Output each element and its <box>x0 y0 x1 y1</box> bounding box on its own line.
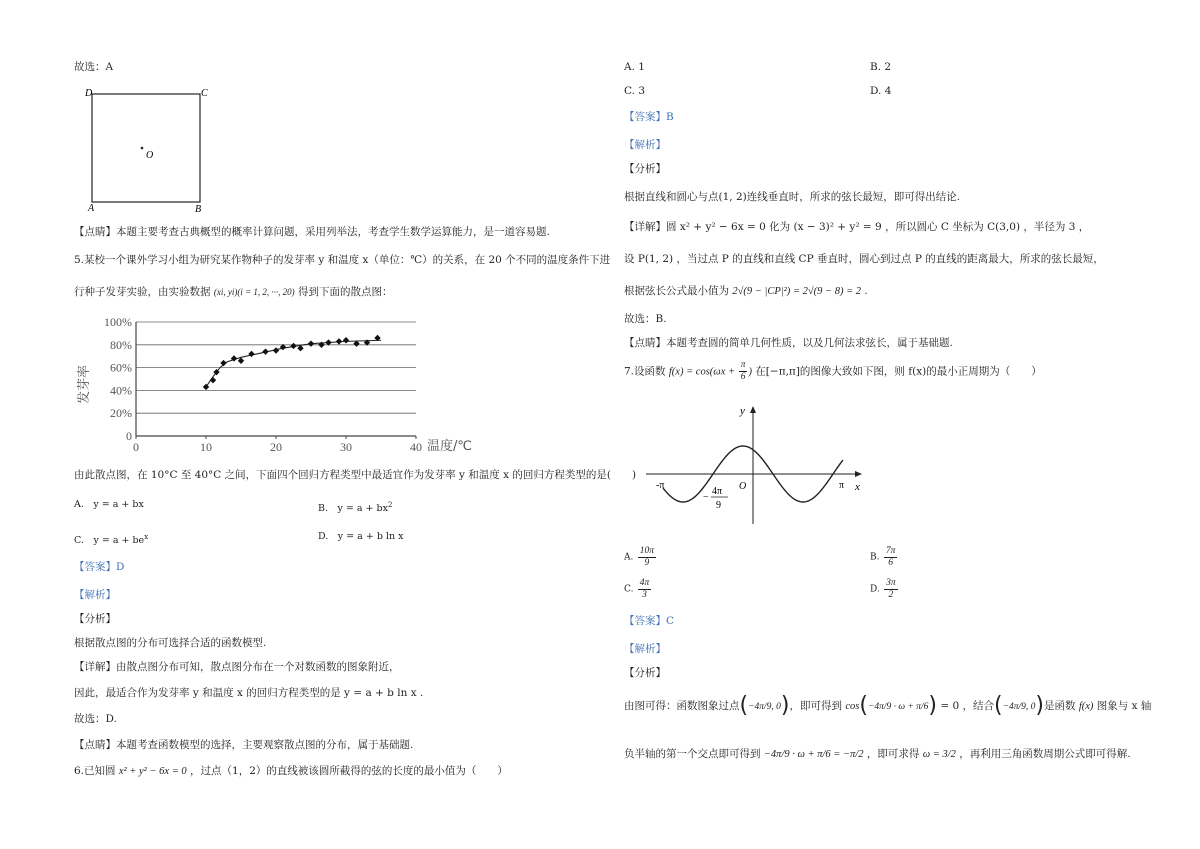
q6-option-b[interactable]: B. 2 <box>870 61 892 73</box>
q7-analysis-line2 <box>624 742 1131 767</box>
scatter-point <box>203 384 209 390</box>
q7-option-c-frac <box>638 578 652 601</box>
q7-analysis1-a: 由图可得：函数图象过点 <box>624 700 740 712</box>
q5-option-a[interactable]: A. y = a + bx <box>74 499 144 510</box>
q7-analysis2-b: ，即可求得 <box>866 748 920 760</box>
q5-line2-a: 行种子发芽实验，由实验数据 <box>74 286 211 298</box>
q6-note: 【点睛】本题考查圆的简单几何性质，以及几何法求弦长，属于基础题. <box>624 337 953 349</box>
q5-option-b-sup: 2 <box>387 501 393 509</box>
graph-frac-den: 9 <box>716 500 721 511</box>
q7-option-a[interactable] <box>624 546 657 574</box>
q7-option-d-den: 2 <box>888 590 894 600</box>
graph-frac-num: 4π <box>712 486 723 497</box>
q7-func-frac-den: 6 <box>740 372 746 382</box>
q5-option-b-text: B. y = a + bx <box>318 503 388 515</box>
q5-line3: 由此散点图，在 10°C 至 40°C 之间，下面四个回归方程类型中最适宜作为发芽率 y 和温度 x 的回归方程类型的是( ) <box>74 469 637 481</box>
q7-option-a-den: 9 <box>644 558 650 568</box>
scatter-point <box>262 348 268 354</box>
square-label-d: D <box>85 88 93 99</box>
q5-option-c-text: C. y = a + be <box>74 535 145 547</box>
q7-option-d-frac <box>884 578 898 601</box>
q7-analysis1-c: = 0 ，结合 <box>940 700 994 712</box>
note-q4: 【点睛】本题主要考查古典概型的概率计算问题，采用列举法，考查学生数学运算能力，是一道容易题. <box>74 226 550 238</box>
q7-func-frac-num: π <box>740 360 746 370</box>
q5-line1: 5.某校一个课外学习小组为研究某作物种子的发芽率 y 和温度 x（单位：℃）的关系，在 20 个不同的温度条件下进 <box>74 254 611 266</box>
scatter-point <box>308 340 314 346</box>
q7-option-b-frac <box>884 546 898 569</box>
q7-option-c[interactable] <box>624 578 652 606</box>
q5-option-c-sup: x <box>144 533 149 541</box>
q7-analysis2-a: 负半轴的第一个交点即可得到 <box>624 748 761 760</box>
q7-option-b-num: 7π <box>885 546 896 556</box>
q6-detail3-end: . <box>864 285 868 297</box>
q7-analysis2-expr: −4π/9 · ω + π/6 = −π/2 <box>763 749 864 760</box>
scatter-point <box>248 351 254 357</box>
q7-option-a-frac <box>638 546 656 569</box>
q5-therefore: 因此，最适合作为发芽率 y 和温度 x 的回归方程类型的是 y = a + b ln x . <box>74 687 424 699</box>
q5-answer: 【答案】D <box>74 561 125 573</box>
q7-answer: 【答案】C <box>624 615 675 627</box>
q6-option-d[interactable]: D. 4 <box>870 85 892 97</box>
q5-choose: 故选：D. <box>74 713 117 725</box>
scatter-point <box>336 338 342 344</box>
q7-func-close: ) <box>748 366 752 378</box>
q5-data-notation: (xi, yi)(i = 1, 2, ···, 20) <box>213 287 295 297</box>
q5-option-b[interactable] <box>318 498 392 516</box>
x-tick-label: 0 <box>133 440 139 454</box>
cosine-graph <box>640 400 870 530</box>
y-tick-label: 0 <box>126 429 132 443</box>
q7-analysis2-c: ，再利用三角函数周期公式即可得解. <box>959 748 1131 760</box>
square-label-a: A <box>88 203 95 214</box>
q5-fenxi: 根据散点图的分布可选择合适的函数模型. <box>74 637 267 649</box>
square-label-b: B <box>195 204 202 214</box>
q6-prefix: 6.已知圆 <box>74 765 116 777</box>
graph-axis-x: x <box>855 481 860 493</box>
q7-option-a-label: A. <box>624 552 634 563</box>
q7-analysis1-fx: f(x) <box>1078 701 1094 712</box>
q6-detail: 【详解】圆 x² + y² − 6x = 0 化为 (x − 3)² + y² = 9 ，所以圆心 C 坐标为 C(3,0) ，半径为 3 ， <box>624 221 1090 233</box>
scatter-xlabel: 温度/℃ <box>427 439 472 454</box>
q6-detail2: 设 P(1, 2) ，当过点 P 的直线和直线 CP 垂直时，圆心到过点 P 的直线的距离最大，所求的弦长最短， <box>624 253 1104 265</box>
q6-detail3-prefix: 根据弦长公式最小值为 <box>624 285 729 297</box>
square-figure <box>80 84 220 214</box>
q5-note: 【点睛】本题考查函数模型的选择，主要观察散点图的分布，属于基础题. <box>74 739 414 751</box>
q5-jiexi: 【解析】 <box>74 589 116 601</box>
q6-suffix: ，过点（1，2）的直线被该圆所截得的弦的长度的最小值为（ ） <box>190 765 508 777</box>
q7-analysis-line1: 由图可得：函数图象过点(−4π/9, 0)，即可得到 cos(−4π/9 · ω + π/6) = 0 ，结合(−4π/9, 0)是函数 f(x) 图象与 x 轴 <box>624 693 1152 718</box>
q7-analysis2-omega: ω = 3/2 <box>922 749 956 760</box>
q6-option-a[interactable]: A. 1 <box>624 61 645 73</box>
y-tick-label: 20% <box>110 406 132 421</box>
q5-option-d[interactable]: D. y = a + b ln x <box>318 531 404 542</box>
q7-option-c-den: 3 <box>642 590 647 600</box>
q7-option-c-num: 4π <box>639 578 650 588</box>
q7-prefix: 7.设函数 <box>624 365 666 378</box>
q6-answer: 【答案】B <box>624 111 674 123</box>
scatter-ylabel: 发芽率 <box>77 364 92 404</box>
answer-choose-a: 故选：A <box>74 61 114 73</box>
q7-point-2: −4π/9, 0 <box>1002 702 1036 712</box>
q7-fenxi-tag: 【分析】 <box>624 667 666 679</box>
q7-analysis1-b: ，即可得到 <box>789 700 842 712</box>
q7-option-b-den: 6 <box>888 558 893 568</box>
q6-jiexi: 【解析】 <box>624 139 666 151</box>
x-tick-label: 30 <box>340 440 352 454</box>
q6-detail3 <box>624 284 868 299</box>
q7-analysis1-d: 是函数 <box>1043 700 1076 712</box>
scatter-point <box>273 347 279 353</box>
q7-option-d[interactable] <box>870 578 899 606</box>
y-tick-label: 40% <box>110 383 132 398</box>
y-tick-label: 60% <box>110 360 132 375</box>
scatter-point <box>210 377 216 383</box>
x-tick-label: 10 <box>200 440 212 454</box>
q6-option-c[interactable]: C. 3 <box>624 85 646 97</box>
q7-inner-expr: −4π/9 · ω + π/6 <box>867 702 929 712</box>
q6-fenxi: 根据直线和圆心与点(1, 2)连线垂直时，所求的弦长最短，即可得出结论. <box>624 191 961 203</box>
q7-analysis1-cos: cos <box>845 701 860 712</box>
scatter-point <box>343 337 349 343</box>
q5-option-c[interactable] <box>74 530 148 548</box>
graph-neg-pi: -π <box>656 480 665 491</box>
q5-detail: 【详解】由散点图分布可知，散点图分布在一个对数函数的图象附近， <box>74 661 400 673</box>
q7-func-frac <box>739 360 748 383</box>
scatter-chart <box>74 312 494 460</box>
q6-detail3-formula: 2√(9 − |CP|²) = 2√(9 − 8) = 2 <box>732 286 862 297</box>
graph-minus: − <box>703 492 709 503</box>
q7-option-b-label: B. <box>870 552 880 563</box>
q7-option-d-label: D. <box>870 584 880 595</box>
x-tick-label: 40 <box>410 440 422 454</box>
scatter-point <box>220 360 226 366</box>
graph-axis-y: y <box>740 405 745 417</box>
q7-option-b[interactable] <box>870 546 898 574</box>
y-tick-label: 100% <box>104 315 132 329</box>
graph-origin: O <box>739 481 747 492</box>
q5-line2 <box>74 285 393 299</box>
q5-line2-b: 得到下面的散点图： <box>298 286 393 298</box>
x-tick-label: 20 <box>270 440 282 454</box>
y-tick-label: 80% <box>110 337 132 352</box>
q7-jiexi: 【解析】 <box>624 643 666 655</box>
q7-stem <box>624 360 1042 383</box>
q7-point-1: −4π/9, 0 <box>748 702 781 712</box>
q7-option-a-num: 10π <box>639 546 654 556</box>
q6-circle-eq: x² + y² − 6x = 0 <box>118 766 187 777</box>
q7-suffix: 在[−π,π]的图像大致如下图，则 f(x)的最小正周期为（ ） <box>755 365 1042 378</box>
q7-analysis1-e: 图象与 x 轴 <box>1096 700 1152 712</box>
square-label-c: C <box>201 88 208 99</box>
q7-option-d-num: 3π <box>886 578 896 588</box>
q6-choose: 故选：B. <box>624 313 667 325</box>
q7-func: f(x) = cos(ωx + <box>668 366 738 378</box>
scatter-point <box>290 343 296 349</box>
q6-fenxi-tag: 【分析】 <box>624 163 666 175</box>
q6-stem <box>74 764 508 779</box>
q7-option-c-label: C. <box>624 584 634 595</box>
graph-pi: π <box>839 480 845 491</box>
q5-fenxi-tag: 【分析】 <box>74 613 116 625</box>
square-label-o: O <box>146 150 154 161</box>
